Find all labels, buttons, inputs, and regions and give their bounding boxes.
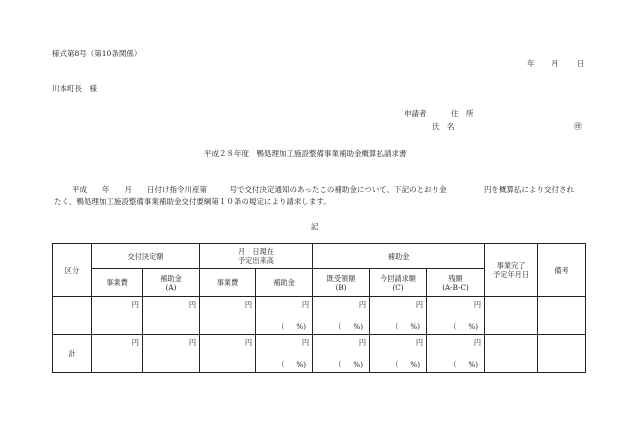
yen-unit: 円 — [415, 300, 424, 309]
name-label: 氏 名 — [432, 122, 455, 131]
header-genzai-bottom: 予定出来高 — [238, 256, 274, 265]
cell-kanryo — [485, 335, 538, 373]
yen-unit: 円 — [301, 300, 310, 309]
yen-unit: 円 — [473, 300, 482, 309]
cell-kanryo — [485, 297, 538, 335]
yen-unit: 円 — [131, 338, 139, 347]
yen-unit: 円 — [188, 338, 197, 347]
percent-open: （ — [391, 360, 399, 369]
percent-close: %) — [353, 322, 364, 331]
cell-kiju — [313, 335, 370, 373]
cell-hojokin-2 — [256, 297, 313, 335]
cell-hojokin-2 — [256, 335, 313, 373]
percent-field — [391, 360, 420, 369]
percent-field — [334, 322, 363, 331]
header-jigyohi-1: 事業費 — [92, 269, 143, 297]
yen-unit: 円 — [473, 338, 482, 347]
percent-field — [334, 360, 363, 369]
cell-jigyohi-2 — [200, 297, 256, 335]
percent-open: （ — [391, 322, 399, 331]
header-kiju-bottom: (B) — [335, 282, 347, 292]
table-row-total — [53, 335, 586, 373]
header-genzai — [200, 244, 313, 269]
percent-open: （ — [334, 360, 342, 369]
yen-unit: 円 — [358, 300, 367, 309]
header-kubun: 区分 — [53, 244, 92, 297]
cell-konkai — [370, 335, 427, 373]
date-year-label: 年 — [527, 59, 535, 68]
percent-field — [277, 360, 306, 369]
percent-open: （ — [334, 322, 342, 331]
yen-unit: 円 — [301, 338, 310, 347]
yen-unit: 円 — [131, 300, 139, 309]
header-kiju — [313, 269, 370, 297]
header-konkai-bottom: (C) — [392, 282, 404, 292]
percent-open: （ — [277, 322, 285, 331]
percent-close: %) — [353, 360, 364, 369]
header-zangaku-top: 残額 — [448, 273, 463, 283]
header-hojokin-a-bottom: (A) — [165, 282, 177, 292]
cell-jigyohi — [92, 335, 143, 373]
cell-jigyohi — [92, 297, 143, 335]
cell-hojokin-a — [143, 335, 200, 373]
document-title: 平成２８年度 鴨処理加工施設整備事業補助金概算払請求書 — [204, 149, 407, 158]
header-konkai — [370, 269, 427, 297]
date-day-label: 日 — [577, 59, 585, 68]
percent-close: %) — [410, 322, 421, 331]
header-kanryo-top: 事業完了 — [496, 261, 526, 270]
cell-biko — [538, 335, 586, 373]
request-table — [52, 243, 586, 373]
yen-unit: 円 — [188, 300, 197, 309]
header-genzai-top: 月 日現在 — [238, 247, 274, 256]
cell-kiju — [313, 297, 370, 335]
percent-field — [449, 322, 478, 331]
cell-zangaku — [427, 335, 485, 373]
address-label: 住 所 — [451, 109, 474, 118]
applicant-label: 申請者 — [404, 109, 427, 118]
header-hojokin-a-top: 補助金 — [160, 273, 182, 283]
percent-close: %) — [296, 360, 307, 369]
percent-field — [449, 360, 478, 369]
percent-close: %) — [296, 322, 307, 331]
percent-open: （ — [449, 322, 457, 331]
percent-close: %) — [468, 360, 479, 369]
header-zangaku — [427, 269, 485, 297]
ki-heading: 記 — [311, 222, 319, 231]
body-line-2: たく、鴨処理加工施設整備事業補助金交付要綱第１０条の規定により請求します。 — [54, 197, 331, 206]
percent-field — [391, 322, 420, 331]
cell-zangaku — [427, 297, 485, 335]
row-label — [53, 297, 92, 335]
cell-jigyohi-2 — [200, 335, 256, 373]
header-kofu-kettei: 交付決定額 — [92, 244, 200, 269]
body-line-1b: 円を概算払により交付され — [484, 185, 574, 194]
table-row — [53, 297, 586, 335]
yen-unit: 円 — [358, 338, 367, 347]
percent-close: %) — [468, 322, 479, 331]
percent-open: （ — [277, 360, 285, 369]
yen-unit: 円 — [415, 338, 424, 347]
header-jigyohi-2: 事業費 — [200, 269, 256, 297]
yen-unit: 円 — [244, 338, 253, 347]
seal-mark: ㊞ — [574, 122, 582, 131]
yen-unit: 円 — [244, 300, 253, 309]
addressee: 川本町長 様 — [52, 84, 97, 93]
header-kanryo-bottom: 予定年月日 — [493, 270, 530, 279]
header-hojokin: 補助金 — [313, 244, 485, 269]
percent-field — [277, 322, 306, 331]
header-hojokin-2: 補助金 — [256, 269, 313, 297]
header-biko: 備考 — [538, 244, 586, 297]
header-kanryo — [485, 244, 538, 297]
header-hojokin-a — [143, 269, 200, 297]
percent-open: （ — [449, 360, 457, 369]
header-konkai-top: 今回請求額 — [380, 273, 416, 283]
cell-konkai — [370, 297, 427, 335]
header-zangaku-bottom: (A-B-C) — [442, 282, 469, 292]
percent-close: %) — [410, 360, 421, 369]
cell-hojokin-a — [143, 297, 200, 335]
total-label: 計 — [53, 335, 92, 373]
header-kiju-top: 既受領額 — [326, 273, 356, 283]
cell-biko — [538, 297, 586, 335]
date-month-label: 月 — [551, 59, 559, 68]
form-number: 様式第8号（第10条関係） — [52, 49, 142, 58]
body-line-1a: 平成 年 月 日付け指令川産第 号で交付決定通知のあったこの補助金について、下記のとおり金 — [72, 185, 447, 194]
